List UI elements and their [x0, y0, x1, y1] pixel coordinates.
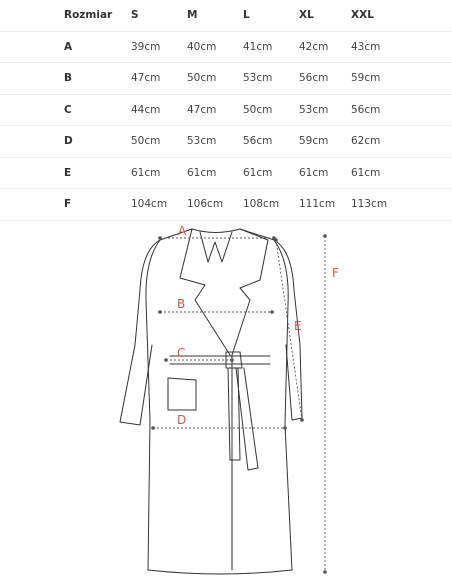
table-cell: 108cm: [243, 189, 299, 221]
table-cell: 56cm: [243, 126, 299, 158]
header-size-xxl: XXL: [351, 0, 452, 31]
row-label: D: [0, 126, 131, 158]
table-row: [0, 126, 452, 158]
table-cell: 61cm: [187, 157, 243, 189]
row-label: A: [0, 31, 131, 63]
table-cell: 41cm: [243, 31, 299, 63]
label-e: E: [294, 319, 302, 333]
table-row: [0, 94, 452, 126]
row-label: E: [0, 157, 131, 189]
table-cell: 43cm: [351, 31, 452, 63]
table-cell: 53cm: [187, 126, 243, 158]
table-row: [0, 157, 452, 189]
table-cell: 61cm: [351, 157, 452, 189]
table-cell: 59cm: [351, 63, 452, 95]
coat-outline: [120, 229, 302, 574]
table-cell: 44cm: [131, 94, 187, 126]
label-c: C: [177, 346, 186, 360]
table-cell: 111cm: [299, 189, 351, 221]
label-d: D: [177, 413, 187, 427]
row-label: F: [0, 189, 131, 221]
coat-measurement-diagram: [0, 215, 452, 584]
table-cell: 59cm: [299, 126, 351, 158]
row-label: B: [0, 63, 131, 95]
label-a: A: [178, 224, 187, 238]
header-rozmiar: Rozmiar: [0, 0, 131, 31]
header-size-l: L: [243, 0, 299, 31]
table-cell: 106cm: [187, 189, 243, 221]
table-cell: 50cm: [243, 94, 299, 126]
label-b: B: [177, 297, 186, 311]
table-cell: 56cm: [351, 94, 452, 126]
table-row: [0, 63, 452, 95]
table-cell: 40cm: [187, 31, 243, 63]
table-header-row: [0, 0, 452, 31]
size-table: [0, 0, 452, 221]
header-size-s: S: [131, 0, 187, 31]
table-cell: 53cm: [243, 63, 299, 95]
table-cell: 61cm: [299, 157, 351, 189]
table-cell: 53cm: [299, 94, 351, 126]
table-cell: 39cm: [131, 31, 187, 63]
table-cell: 50cm: [187, 63, 243, 95]
header-size-xl: XL: [299, 0, 351, 31]
table-cell: 47cm: [131, 63, 187, 95]
table-cell: 50cm: [131, 126, 187, 158]
table-row: [0, 31, 452, 63]
table-cell: 62cm: [351, 126, 452, 158]
row-label: C: [0, 94, 131, 126]
table-cell: 113cm: [351, 189, 452, 221]
measurement-labels: [177, 224, 339, 427]
header-size-m: M: [187, 0, 243, 31]
table-cell: 42cm: [299, 31, 351, 63]
label-f: F: [332, 266, 339, 280]
table-cell: 61cm: [243, 157, 299, 189]
table-cell: 47cm: [187, 94, 243, 126]
table-cell: 104cm: [131, 189, 187, 221]
table-cell: 56cm: [299, 63, 351, 95]
table-cell: 61cm: [131, 157, 187, 189]
